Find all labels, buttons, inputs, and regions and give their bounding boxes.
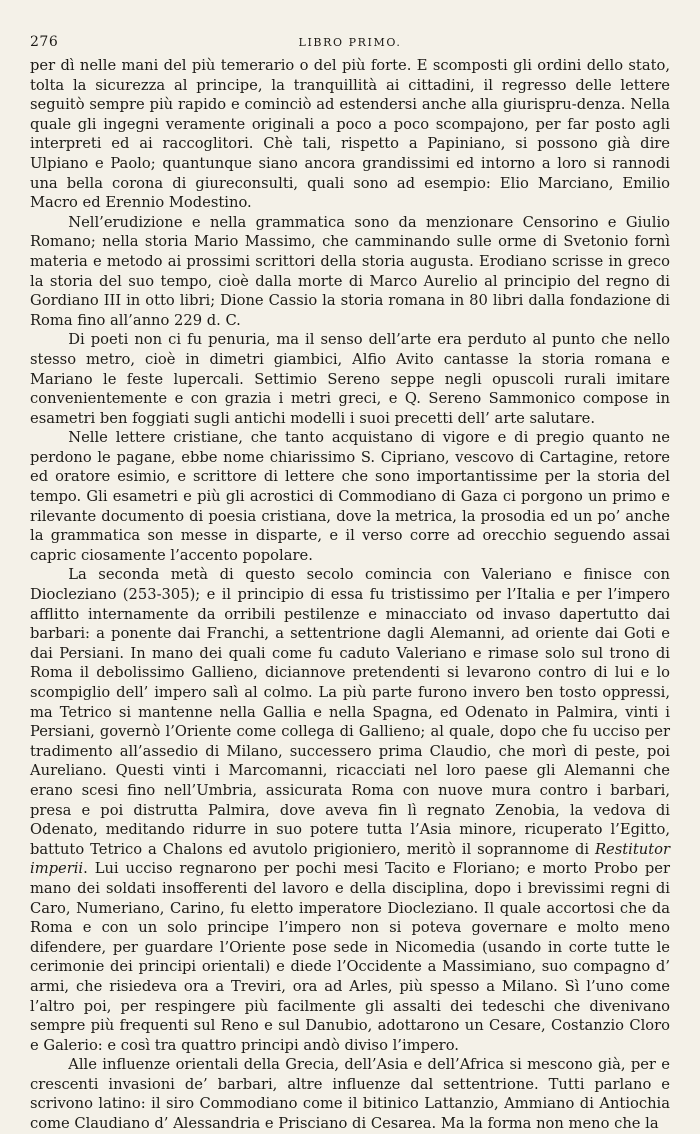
paragraph xyxy=(30,56,670,213)
body-text xyxy=(30,56,670,1134)
paragraph xyxy=(30,213,670,331)
paragraph xyxy=(30,330,670,428)
book-page xyxy=(30,34,670,1134)
text-run: Alle influenze orientali della Grecia, dell’Asia e dell’Africa si mescono già, per e crescenti invasioni de’ barbari, altre influenze dal settentrione. Tutti parlano e scrivono latino: il siro Commodiano come il bitinico Lattanzio, Ammiano di Antiochia come Claudiano d’ Alessandria e Prisciano di Cesarea. Ma la forma non meno che la xyxy=(30,1056,670,1133)
text-run: Di poeti non ci fu penuria, ma il senso dell’arte era perduto al punto che nello stesso metro, cioè in dimetri giambici, Alfio Avito cantasse la storia romana e Mariano le feste lupercali. Settimio Sereno seppe negli opuscoli rurali imitare convenientemente e con grazia i metri greci, e Q. Sereno Sammonico compose in esametri ben foggiati sugli antichi modelli i suoi precetti dell’ arte salutare. xyxy=(30,331,670,427)
paragraph xyxy=(30,1055,670,1133)
text-run: Nelle lettere cristiane, che tanto acquistano di vigore e di pregio quanto ne perdono le pagane, ebbe nome chiarissimo S. Cipriano, vescovo di Cartagine, retore ed oratore esimio, e scrittore di lettere che sono importantissime per la storia del tempo. Gli esametri e più gli acrostici di Commodiano di Gaza ci porgono un primo e rilevante documento di poesia cristiana, dove la metrica, la prosodia ed un po’ anche la grammatica son messe in disparte, e il verso corre ad orecchio seguendo assai capric ciosamente l’accento popolare. xyxy=(30,429,670,564)
page-number: 276 xyxy=(30,34,59,50)
paragraph xyxy=(30,565,670,1055)
paragraph xyxy=(30,428,670,565)
text-run: Nell’erudizione e nella grammatica sono da menzionare Censorino e Giulio Romano; nella storia Mario Massimo, che camminando sulle orme di Svetonio fornì materia e metodo ai prossimi scrittori della storia augusta. Erodiano scrisse in greco la storia del suo tempo, cioè dalla morte di Marco Aurelio al principio del regno di Gordiano III in otto libri; Dione Cassio la storia romana in 80 libri dalla fondazione di Roma fino all’anno 229 d. C. xyxy=(30,213,670,329)
page-header xyxy=(30,34,670,54)
running-head: LIBRO PRIMO. xyxy=(298,36,402,49)
text-run: La seconda metà di questo secolo comincia con Valeriano e finisce con Diocleziano (253-305); e il principio di essa fu tristissimo per l’Italia e per l’impero afflitto internamente da orribili pestilenze e minacciato od invaso dapertutto dai barbari: a ponente dai Franchi, a settentrione dagli Alemanni, ad oriente dai Goti e dai Persiani. In mano dei quali come fu caduto Valeriano e rimase solo sul trono di Roma il debolissimo Gallieno, diciannove pretendenti si levarono contro di lui e lo scompiglio dell’ impero salì al colmo. La più parte furono invero ben tosto oppressi, ma Tetrico si mantenne nella Gallia e nella Spagna, ed Odenato in Palmira, vinti i Persiani, governò l’Oriente come collega di Gallieno; al quale, dopo che fu ucciso per tradimento all’assedio di Milano, successero prima Claudio, che morì di peste, poi Aureliano. Questi vinti i Marcomanni, ricacciati nel loro paese gli Alemanni che erano scesi fino nell’Umbria, assicurata Roma con nuove mura contro i barbari, presa e poi distrutta Palmira, dove aveva fin lì regnato Zenobia, la vedova di Odenato, meditando ridurre in suo potere tutta l’Asia minore, ricuperato l’Egitto, battuto Tetrico a Chalons ed avutolo prigioniero, meritò il soprannome di xyxy=(30,566,670,858)
italic-phrase: Restitutor imperii xyxy=(30,840,670,878)
text-run: . Lui ucciso regnarono per pochi mesi Tacito e Floriano; e morto Probo per mano dei soldati insofferenti del lavoro e della disciplina, dopo i brevissimi regni di Caro, Numeriano, Carino, fu eletto imperatore Diocleziano. Il quale accortosi che da Roma e con un solo principe l’impero non si poteva governare e molto meno difendere, per guardare l’Oriente pose sede in Nicomedia (usando in corte tutte le cerimonie dei principi orientali) e diede l’Occidente a Massimiano, suo compagno d’ armi, che risiedeva ora a Treviri, ora ad Arles, più spesso a Milano. Sì l’uno come l’altro poi, per respingere più facilmente gli assalti dei tedeschi che divenivano sempre più frequenti sul Reno e sul Danubio, adottarono un Cesare, Costanzio Cloro e Galerio: e così tra quattro principi andò diviso l’impero. xyxy=(30,860,670,1054)
text-run: per dì nelle mani del più temerario o del più forte. E scomposti gli ordini dello stato, tolta la sicurezza al principe, la tranquillità ai cittadini, il regresso delle lettere seguitò sempre più rapido e cominciò ad estendersi anche alla giurispru-denza. Nella quale gli ingegni veramente originali a poco a poco scompajono, per far posto agli interpreti ed ai raccoglitori. Chè tali, rispetto a Papiniano, si possono già dire Ulpiano e Paolo; quantunque siano ancora grandissimi ed intorno a loro si rannodi una bella corona di giureconsulti, quali sono ad esempio: Elio Marciano, Emilio Macro ed Erennio Modestino. xyxy=(30,57,670,212)
